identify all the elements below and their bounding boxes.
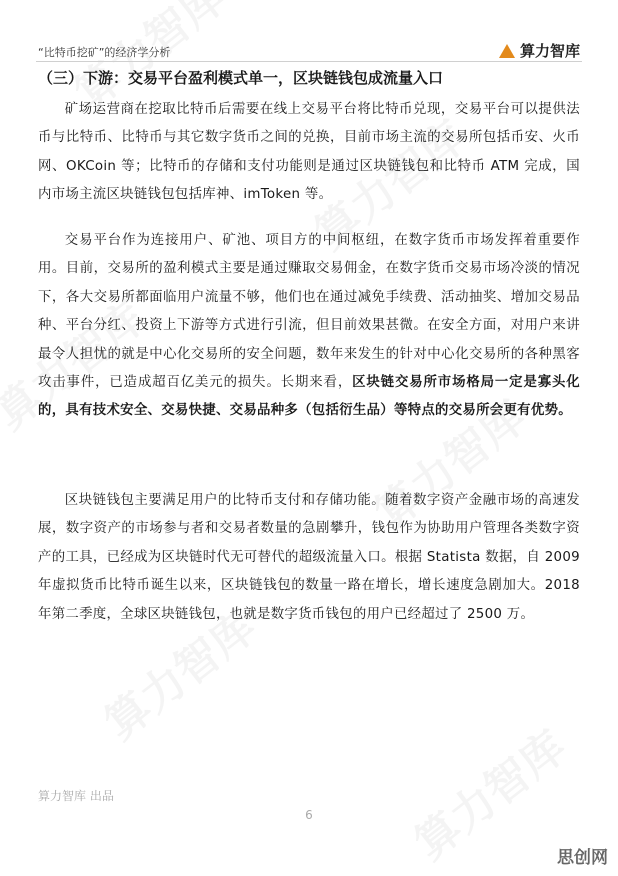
brand-triangle-icon (499, 44, 515, 58)
footer-publisher: 算力智库 出品 (38, 789, 114, 803)
brand-name: 算力智库 (519, 42, 580, 60)
paragraph-3-text: 区块链钱包主要满足用户的比特币支付和存储功能。随着数字资产金融市场的高速发展，数字资产的市场参与者和交易者数量的急剧攀升，钱包作为协助用户管理各类数字资产的工具，已经成为区块链时代无可替代的超级流量入口。根据 Statista 数据，自 2009 年虚拟货币比特币诞生以来，区块链钱包的数量一路在增长，增长速度急剧加大。2018 年第二季度，全球区块链钱包，也就是数字货币钱包的用户已经超过了 2500 万。 (38, 493, 580, 622)
header-divider (36, 61, 582, 62)
document-header-title: “比特币挖矿”的经济学分析 (38, 46, 171, 59)
paragraph-2-text: 交易平台作为连接用户、矿池、项目方的中间枢纽，在数字货币市场发挥着重要作用。目前，交易所的盈利模式主要是通过赚取交易佣金，在数字货币交易市场冷淡的情况下，各大交易所都面临用户流量不够，他们也在通过减免手续费、活动抽奖、增加交易品种、平台分红、投资上下游等方式进行引流，但目前效果甚微。在安全方面，对用户来讲最令人担忧的就是中心化交易所的安全问题，数年来发生的针对中心化交易所的各种黑客攻击事件，已造成超百亿美元的损失。长期来看， (38, 233, 580, 391)
corner-site-logo: 思创网 (557, 848, 608, 868)
watermark-text (399, 713, 577, 872)
paragraph-1 (38, 96, 580, 210)
page-number: 6 (305, 808, 313, 822)
paragraph-3 (38, 487, 580, 629)
paragraph-2-bold-text: 区块链交易所市场格局一定是寡头化的，具有技术安全、交易快捷、交易品种多（包括衍生品）等特点的交易所会更有优势。 (38, 375, 580, 419)
brand-logo (499, 40, 580, 61)
paragraph-2 (38, 227, 580, 426)
section-heading: （三）下游：交易平台盈利模式单一，区块链钱包成流量入口 (38, 69, 444, 87)
paragraph-1-text: 矿场运营商在挖取比特币后需要在线上交易平台将比特币兑现，交易平台可以提供法币与比特币、比特币与其它数字货币之间的兑换，目前市场主流的交易所包括币安、火币网、OKCoin 等；比特币的存储和支付功能则是通过区块链钱包和比特币 ATM 完成，国内市场主流区块链钱包包括库神、imToken 等。 (38, 102, 580, 203)
